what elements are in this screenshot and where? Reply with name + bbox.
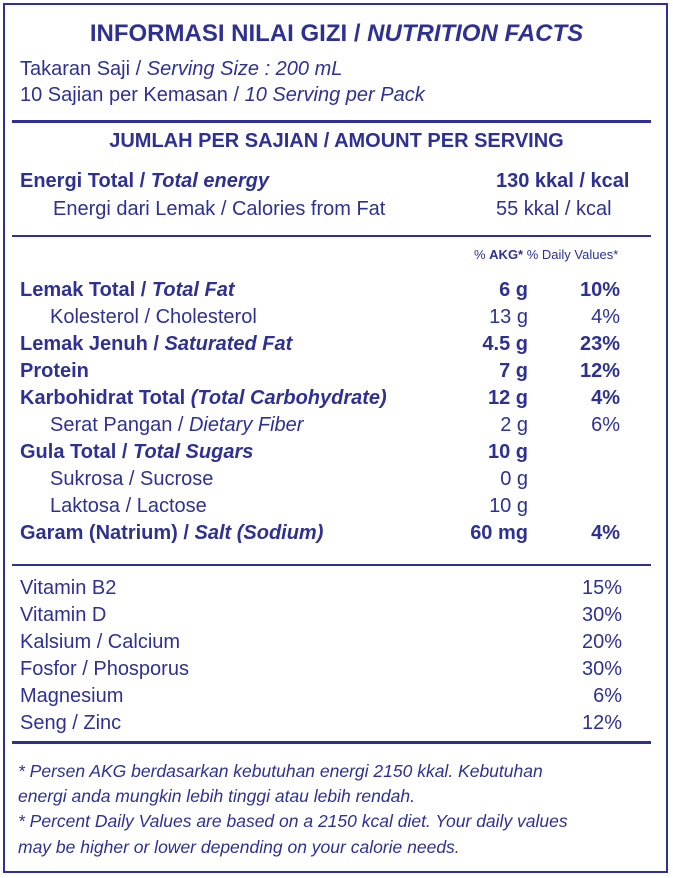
pct-symbol: % — [474, 247, 490, 262]
nutrient-en: Total Sugars — [132, 441, 254, 463]
footnote-en-line2: may be higher or lower depending on your calorie needs. — [18, 837, 460, 857]
nutrient-label-protein — [20, 360, 89, 383]
mineral-label-calcium: Kalsium / Calcium — [20, 631, 181, 653]
nutrient-id: Garam (Natrium) / — [20, 522, 195, 544]
servings-per-pack-en: 10 Serving per Pack — [244, 84, 425, 106]
serving-size-en: Serving Size : 200 mL — [146, 58, 343, 80]
nutrient-en: Salt (Sodium) — [194, 522, 324, 544]
thin-divider — [12, 235, 651, 237]
akg-label: AKG* — [489, 247, 524, 262]
nutrient-id: Kolesterol / Cholesterol — [50, 306, 257, 328]
footnote-id-line1: * Persen AKG berdasarkan kebutuhan energi 2150 kkal. Kebutuhan — [18, 761, 543, 781]
nutrient-amount-total-sugars: 10 g — [487, 441, 528, 463]
mineral-label-zinc: Seng / Zinc — [20, 712, 122, 734]
total-energy-value: 130 kkal / kcal — [496, 170, 630, 192]
nutrient-label-lactose — [50, 495, 207, 518]
nutrient-id: Lemak Total / — [20, 279, 152, 301]
thin-divider — [12, 564, 651, 566]
nutrient-amount-protein: 7 g — [499, 360, 528, 382]
nutrient-id: Protein — [20, 360, 89, 382]
title-english: NUTRITION FACTS — [367, 20, 584, 47]
nutrient-label-total-fat — [20, 279, 234, 302]
nutrient-amount-sucrose: 0 g — [500, 468, 528, 490]
daily-values-label: % Daily Values* — [523, 247, 619, 262]
nutrient-label-sodium — [20, 522, 323, 545]
nutrient-amount-sodium: 60 mg — [470, 522, 528, 544]
nutrient-amount-total-carbohydrate: 12 g — [487, 387, 528, 409]
title-indonesian: INFORMASI NILAI GIZI / — [89, 20, 368, 47]
nutrient-pct-cholesterol: 4% — [591, 306, 620, 328]
nutrient-id: Gula Total / — [20, 441, 133, 463]
nutrient-amount-dietary-fiber: 2 g — [500, 414, 528, 436]
column-header — [474, 247, 618, 262]
servings-per-pack — [20, 84, 425, 107]
nutrient-label-cholesterol — [50, 306, 257, 329]
vitamin-pct-d: 30% — [581, 604, 622, 626]
mineral-label-phosphorus: Fosfor / Phosporus — [20, 658, 189, 680]
vitamin-label-d: Vitamin D — [20, 604, 107, 626]
nutrient-label-total-sugars — [20, 441, 253, 464]
vitamin-label-b2: Vitamin B2 — [20, 577, 117, 599]
nutrient-en: Saturated Fat — [164, 333, 293, 355]
amount-per-serving-header: JUMLAH PER SAJIAN / AMOUNT PER SERVING — [109, 130, 564, 152]
total-energy-id: Energi Total / — [20, 170, 151, 192]
nutrient-amount-cholesterol: 13 g — [489, 306, 528, 328]
nutrient-amount-total-fat: 6 g — [499, 279, 528, 301]
nutrient-en: Total Fat — [151, 279, 235, 301]
footnote-id-line2: energi anda mungkin lebih tinggi atau lebih rendah. — [18, 786, 415, 806]
nutrient-label-sucrose — [50, 468, 213, 491]
total-energy-en: Total energy — [150, 170, 269, 192]
serving-size-id: Takaran Saji / — [20, 58, 147, 80]
nutrient-en: Dietary Fiber — [188, 414, 304, 436]
thick-divider — [12, 741, 651, 744]
nutrient-pct-dietary-fiber: 6% — [591, 414, 620, 436]
nutrient-pct-sodium: 4% — [591, 522, 620, 544]
nutrient-pct-total-fat: 10% — [579, 279, 620, 301]
nutrient-id: Karbohidrat Total — [20, 387, 191, 409]
nutrient-pct-protein: 12% — [579, 360, 620, 382]
mineral-pct-magnesium: 6% — [593, 685, 622, 707]
calories-from-fat-value: 55 kkal / kcal — [496, 198, 612, 220]
nutrient-en: (Total Carbohydrate) — [190, 387, 387, 409]
serving-size — [20, 58, 342, 81]
servings-per-pack-id: 10 Sajian per Kemasan / — [20, 84, 245, 106]
footnote-en-line1: * Percent Daily Values are based on a 2150 kcal diet. Your daily values — [18, 811, 568, 831]
nutrient-amount-saturated-fat: 4.5 g — [482, 333, 528, 355]
thick-divider — [12, 120, 651, 123]
nutrient-id: Laktosa / Lactose — [50, 495, 207, 517]
vitamin-pct-b2: 15% — [581, 577, 622, 599]
nutrient-id: Sukrosa / Sucrose — [50, 468, 214, 490]
total-energy-label — [20, 170, 269, 193]
nutrient-id: Serat Pangan / — [50, 414, 189, 436]
nutrient-label-total-carbohydrate — [20, 387, 387, 410]
mineral-pct-calcium: 20% — [581, 631, 622, 653]
calories-from-fat-label: Energi dari Lemak / Calories from Fat — [53, 198, 386, 220]
mineral-label-magnesium: Magnesium — [20, 685, 124, 707]
mineral-pct-phosphorus: 30% — [581, 658, 622, 680]
mineral-pct-zinc: 12% — [581, 712, 622, 734]
nutrient-label-dietary-fiber — [50, 414, 303, 437]
nutrient-label-saturated-fat — [20, 333, 292, 356]
nutrient-id: Lemak Jenuh / — [20, 333, 165, 355]
nutrient-pct-total-carbohydrate: 4% — [591, 387, 620, 409]
label-title — [0, 20, 673, 48]
nutrient-pct-saturated-fat: 23% — [579, 333, 620, 355]
nutrient-amount-lactose: 10 g — [489, 495, 528, 517]
